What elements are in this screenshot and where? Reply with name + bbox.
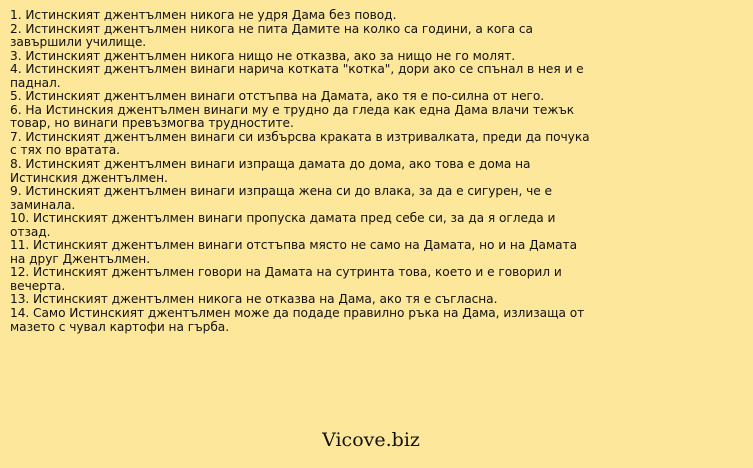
rule-item: 9. Истинският джентълмен винаги изпраща жена си до влака, за да е сигурен, че е заминала. (10, 184, 552, 212)
rule-item: 14. Само Истинският джентълмен може да подаде правилно ръка на Дама, излизаща от мазето с чувал картофи на гърба. (10, 306, 585, 334)
site-watermark: Vicove.biz (322, 429, 420, 451)
rule-item: 1. Истинският джентълмен никога не удря Дама без повод. (10, 8, 397, 22)
rule-item: 13. Истинският джентълмен никога не отказва на Дама, ако тя е съгласна. (10, 292, 498, 307)
rule-item: 4. Истинският джентълмен винаги нарича котката "котка", дори ако се спънал в нея и е паднал. (10, 62, 584, 90)
rule-item: 8. Истинският джентълмен винаги изпраща дамата до дома, ако това е дома на Истинския джентълмен. (10, 157, 531, 185)
rule-item: 11. Истинският джентълмен винаги отстъпва място не само на Дамата, но и на Дамата на друг Джентълмен. (10, 238, 578, 266)
rule-item: 2. Истинският джентълмен никога не пита Дамите на колко са години, а кога са завършили училище. (10, 21, 533, 50)
rules-list (10, 9, 590, 334)
rule-item: 12. Истинският джентълмен говори на Дамата на сутринта това, което и е говорил и вечерта. (10, 265, 562, 293)
rule-item: 6. На Истинския джентълмен винаги му е трудно да гледа как една Дама влачи тежък товар, но винаги превъзмогва трудностите. (10, 102, 575, 131)
rule-item: 5. Истинският джентълмен винаги отстъпва на Дамата, ако тя е по-силна от него. (10, 89, 545, 104)
rule-item: 7. Истинският джентълмен винаги си избърсва краката в изтривалката, преди да почука с тях по вратата. (10, 129, 590, 158)
rule-item: 10. Истинският джентълмен винаги пропуска дамата пред себе си, за да я огледа и отзад. (10, 211, 556, 239)
rule-item: 3. Истинският джентълмен никога нищо не отказва, ако за нищо не го молят. (10, 48, 516, 63)
